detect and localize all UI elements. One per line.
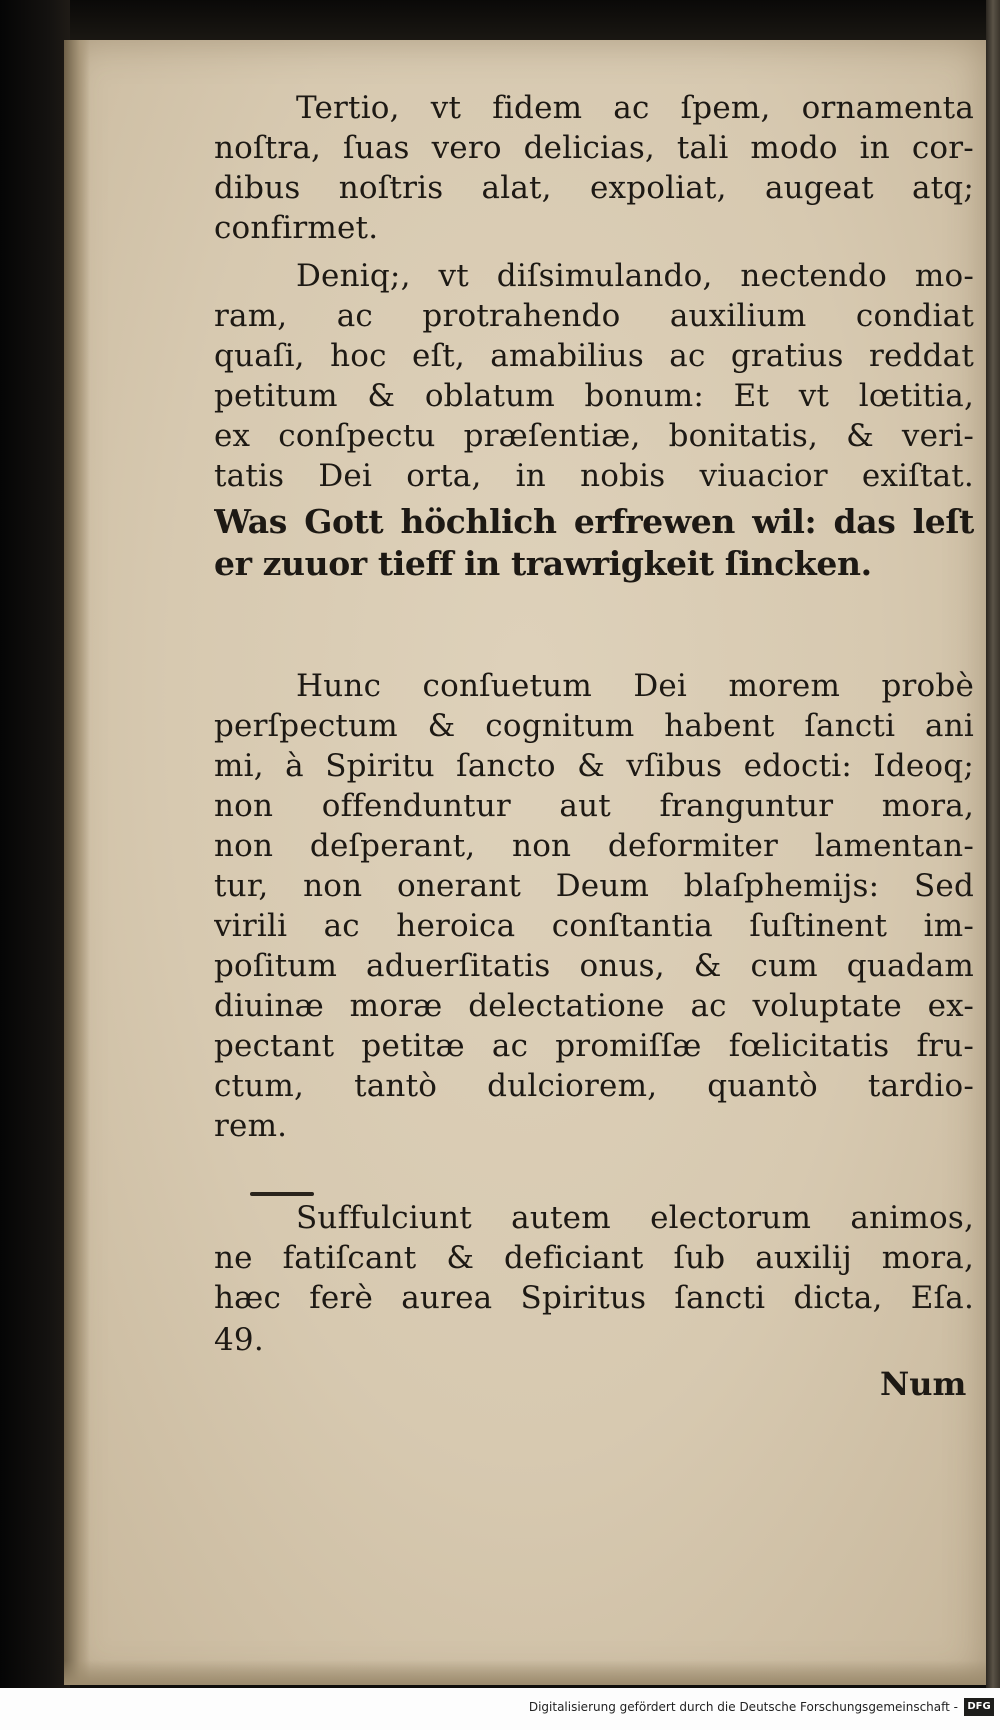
text-line: ex conſpectu præſentiæ, bonitatis, & veri- <box>214 418 974 454</box>
text-line: quaſi, hoc eſt, amabilius ac gratius reddat <box>214 338 974 374</box>
catchword: Num <box>880 1365 967 1403</box>
gothic-text-line: er zuuor tieff in trawrigkeit ſincken. <box>214 544 872 583</box>
text-line: pectant petitæ ac promiſſæ fœlicitatis fru- <box>214 1028 974 1064</box>
gothic-text-line: Was Gott höchlich erfrewen wil: das leſt <box>214 502 974 541</box>
text-line: confirmet. <box>214 210 379 246</box>
footer-bar <box>0 1688 1000 1730</box>
section-rule <box>250 1192 314 1196</box>
text-line: hæc ferè aurea Spiritus ſancti dicta, Eſa. <box>214 1280 974 1316</box>
text-line: perſpectum & cognitum habent ſancti ani <box>214 708 974 744</box>
page-gutter-shadow <box>64 40 90 1685</box>
background-left <box>0 0 70 1730</box>
text-line: Tertio, vt fidem ac ſpem, ornamenta <box>296 90 974 126</box>
text-line: Deniq;, vt diſsimulando, nectendo mo- <box>296 258 974 294</box>
text-line: petitum & oblatum bonum: Et vt lœtitia, <box>214 378 974 414</box>
dfg-logo: DFG <box>964 1698 994 1716</box>
text-line: poſitum aduerſitatis onus, & cum quadam <box>214 948 974 984</box>
text-line: non offenduntur aut franguntur mora, <box>214 788 974 824</box>
text-line: diuinæ moræ delectatione ac voluptate ex- <box>214 988 974 1024</box>
text-line: mi, à Spiritu ſancto & vſibus edocti: Ideoq; <box>214 748 974 784</box>
page-bottom-shadow <box>64 1660 986 1685</box>
text-line: ne fatiſcant & deficiant ſub auxilij mora, <box>214 1240 974 1276</box>
text-line: noſtra, ſuas vero delicias, tali modo in cor- <box>214 130 974 166</box>
text-line: virili ac heroica conſtantia ſuſtinent im- <box>214 908 974 944</box>
text-line: 49. <box>214 1322 264 1358</box>
book-board-edge <box>986 0 1000 1690</box>
text-line: rem. <box>214 1108 288 1144</box>
text-line: ram, ac protrahendo auxilium condiat <box>214 298 974 334</box>
text-line: Suffulciunt autem electorum animos, <box>296 1200 974 1236</box>
text-line: ctum, tantò dulciorem, quantò tardio- <box>214 1068 974 1104</box>
text-line: tur, non onerant Deum blaſphemijs: Sed <box>214 868 974 904</box>
text-line: Hunc conſuetum Dei morem probè <box>296 668 974 704</box>
footer-credit: Digitalisierung gefördert durch die Deutsche Forschungsgemeinschaft - <box>528 1700 958 1714</box>
text-line: non deſperant, non deformiter lamentan- <box>214 828 974 864</box>
text-line: dibus noſtris alat, expoliat, augeat atq; <box>214 170 974 206</box>
text-line: tatis Dei orta, in nobis viuacior exiſtat. <box>214 458 974 494</box>
